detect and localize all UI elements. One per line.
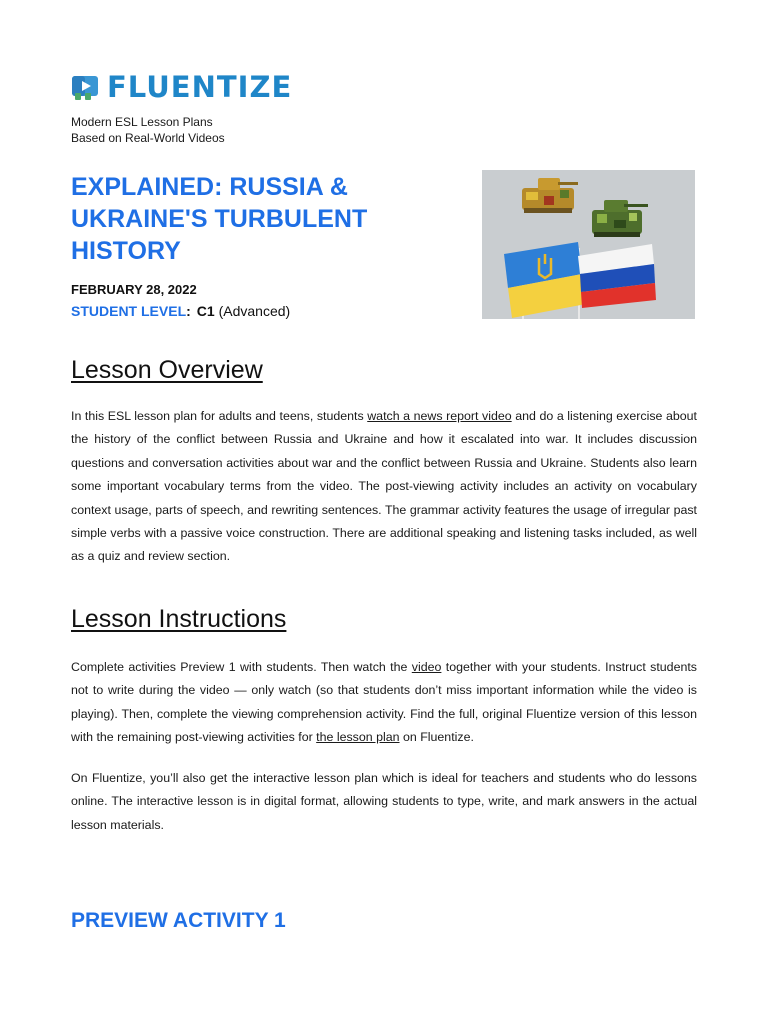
photo-illustration [482,170,695,319]
instructions-text-part-3: on Fluentize. [399,730,474,745]
lesson-title: EXPLAINED: RUSSIA & UKRAINE'S TURBULENT HISTORY [71,173,368,265]
tagline [71,114,225,146]
lesson-instructions-heading: Lesson Instructions [71,605,287,633]
lesson-instructions-text [71,656,697,750]
flags-and-toy-tanks-photo [482,170,695,319]
student-level [71,303,290,319]
fluentize-logo[interactable] [71,72,292,102]
lesson-plan-link[interactable]: the lesson plan [316,730,400,745]
tagline-line-2: Based on Real-World Videos [71,131,225,145]
student-level-colon: : [186,303,191,319]
student-level-value: C1 [196,303,215,319]
instructions-text-part-1: Complete activities Preview 1 with students. Then watch the [71,660,412,674]
overview-text-part-2: and do a listening exercise about the history of the conflict between Russia and Ukraine and how it escalated into war. It includes discussion questions and conversation activities about war and the conflict between Russia and Ukraine. Students also learn some important vocabulary terms from the video. The post-viewing activity includes an activity on vocabulary context usage, parts of speech, and rewriting sentences. The grammar activity features the usage of irregular past simple verbs with a passive voice construction. There are additional speaking and listening tasks included, as well as a quiz and review section. [71,409,697,564]
lesson-overview-heading: Lesson Overview [71,356,263,384]
preview-activity-heading: PREVIEW ACTIVITY 1 [71,909,286,932]
tagline-line-1: Modern ESL Lesson Plans [71,115,213,129]
instructions-text-part-2: together with your students. Instruct students not to write during the video — only watch (so that students don’t miss important information while the video is playing). Then, complete the viewing comprehension activity. Find the full, original Fluentize version of this lesson with the remaining post-viewing activities for [71,660,697,745]
overview-text-part-1: In this ESL lesson plan for adults and teens, students [71,409,368,423]
interactive-lesson-text: On Fluentize, you’ll also get the interactive lesson plan which is ideal for teachers and students who do lessons online. The interactive lesson is in digital format, allowing students to type, write, and mark answers in the actual lesson materials. [71,771,697,832]
student-level-note: (Advanced) [218,303,291,319]
video-play-icon [71,73,101,101]
lesson-overview-text [71,405,697,569]
video-link[interactable]: video [411,660,442,674]
news-report-video-link[interactable]: watch a news report video [367,409,512,423]
publish-date: FEBRUARY 28, 2022 [71,282,197,297]
student-level-label: STUDENT LEVEL [71,303,187,319]
logo-wordmark: FLUENTIZE [107,70,293,104]
